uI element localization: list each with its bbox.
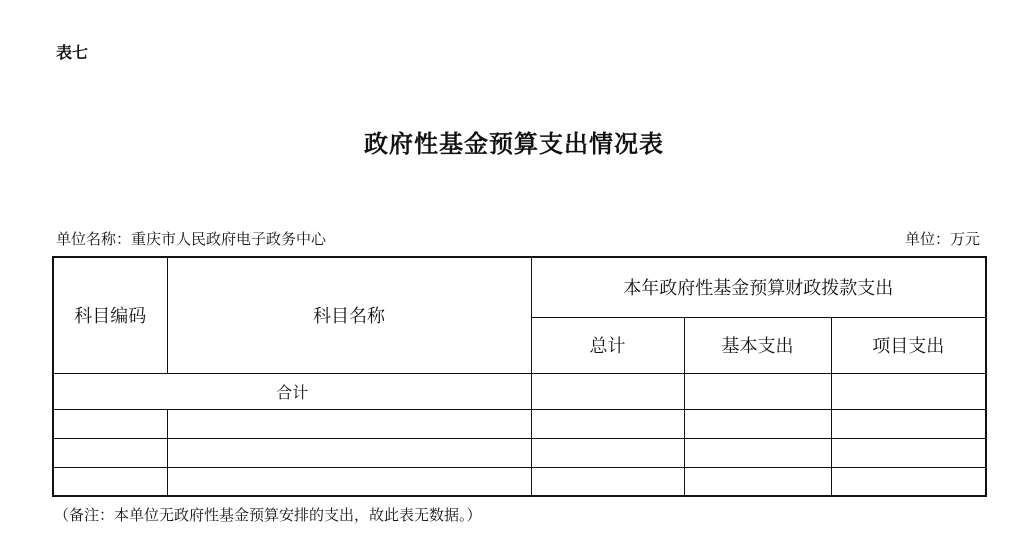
code-cell <box>53 467 167 496</box>
table-row <box>53 438 986 467</box>
footnote: （备注：本单位无政府性基金预算安排的支出，故此表无数据。） <box>54 506 482 524</box>
basic-cell <box>684 467 831 496</box>
total-basic-cell <box>684 373 831 409</box>
column-header-name: 科目名称 <box>167 257 531 373</box>
total-cell <box>531 373 684 409</box>
project-cell <box>831 467 986 496</box>
project-cell <box>831 438 986 467</box>
currency-unit: 单位：万元 <box>904 230 980 248</box>
name-cell <box>167 409 531 438</box>
total-label: 合计 <box>53 373 531 409</box>
code-cell <box>53 409 167 438</box>
name-cell <box>167 467 531 496</box>
header-row <box>53 257 986 317</box>
basic-cell <box>684 409 831 438</box>
page-title: 政府性基金预算支出情况表 <box>364 129 664 158</box>
column-group-header: 本年政府性基金预算财政拨款支出 <box>531 257 986 317</box>
unit-name: 单位名称：重庆市人民政府电子政务中心 <box>56 230 327 248</box>
total-cell <box>531 438 684 467</box>
table-number: 表七 <box>56 43 89 62</box>
table-row <box>53 409 986 438</box>
total-cell <box>531 409 684 438</box>
project-cell <box>831 409 986 438</box>
code-cell <box>53 438 167 467</box>
total-row <box>53 373 986 409</box>
column-header-project: 项目支出 <box>831 317 986 373</box>
total-project-cell <box>831 373 986 409</box>
basic-cell <box>684 438 831 467</box>
column-header-basic: 基本支出 <box>684 317 831 373</box>
column-header-code: 科目编码 <box>53 257 167 373</box>
table-row <box>53 467 986 496</box>
total-cell <box>531 467 684 496</box>
budget-table <box>52 256 987 497</box>
name-cell <box>167 438 531 467</box>
column-header-total: 总计 <box>531 317 684 373</box>
